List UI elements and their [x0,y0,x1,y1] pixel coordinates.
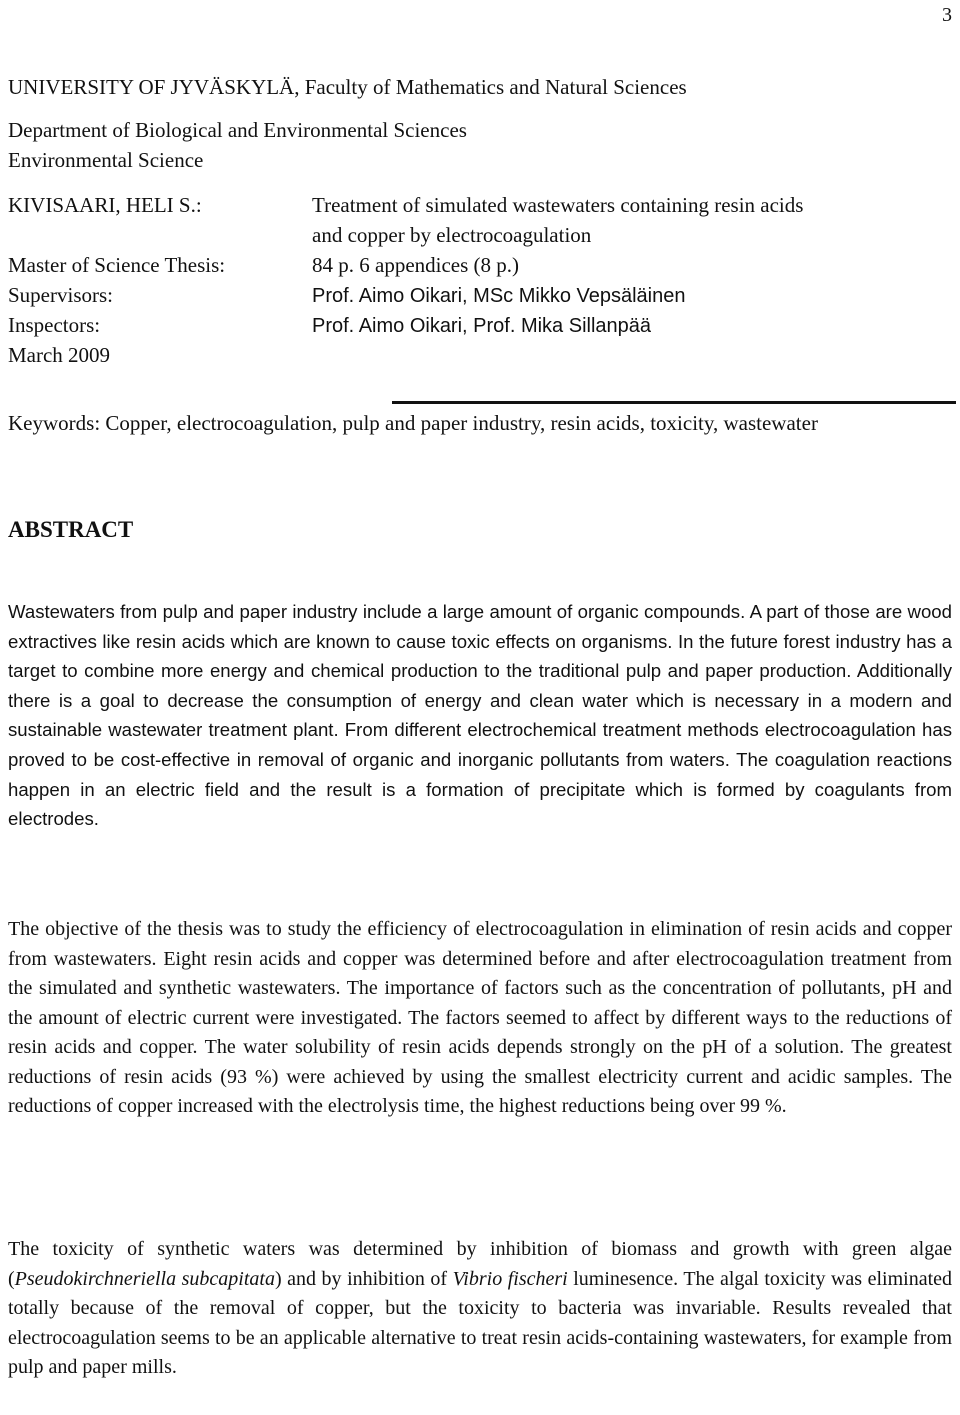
abstract-paragraph-3 [8,1235,952,1383]
p3-text-1: The toxicity of synthetic waters was determined by inhibition of biomass and growth with green algae ( [8,1238,952,1290]
supervisors-label: Supervisors: [8,283,113,307]
program-line: Environmental Science [8,148,204,172]
header-divider [392,401,956,404]
p3-text-2: ) and by inhibition of [274,1267,453,1290]
species-name-bacteria: Vibrio fischeri [452,1267,568,1290]
keywords: Keywords: Copper, electrocoagulation, pulp and paper industry, resin acids, toxicity, wastewater [8,411,818,435]
supervisors-value: Prof. Aimo Oikari, MSc Mikko Vepsäläinen [312,285,686,307]
thesis-title-line2: and copper by electrocoagulation [312,223,592,247]
page-number: 3 [942,4,952,26]
abstract-paragraph-2: The objective of the thesis was to study the efficiency of electrocoagulation in elimination of resin acids and copper from wastewaters. Eight resin acids and copper was determined before and after electrocoagulation treatment from the simulated and synthetic wastewaters. The importance of factors such as the concentration of pollutants, pH and the amount of electric current were investigated. The factors seemed to affect by different ways to the reductions of resin acids and copper. The water solubility of resin acids depends strongly on the pH of a solution. The greatest reductions of resin acids (93 %) were achieved by using the smallest electricity current and acidic samples. The reductions of copper increased with the electrolysis time, the highest reductions being over 99 %. [8,918,952,1117]
inspectors-value: Prof. Aimo Oikari, Prof. Mika Sillanpää [312,315,652,337]
department-line: Department of Biological and Environmental Sciences [8,118,467,142]
abstract-heading: ABSTRACT [8,517,134,542]
date-line: March 2009 [8,343,111,367]
species-name-algae: Pseudokirchneriella subcapitata [14,1267,275,1290]
thesis-label: Master of Science Thesis: [8,253,226,277]
abstract-paragraph-1: Wastewaters from pulp and paper industry include a large amount of organic compounds. A part of those are wood extractives like resin acids which are known to cause toxic effects on organisms. In the future forest industry has a target to combine more energy and chemical production to the traditional pulp and paper production. Additionally there is a goal to decrease the consumption of energy and clean water which is necessary in a modern and sustainable wastewater treatment plant. From different electrochemical treatment methods electrocoagulation has proved to be cost-effective in removal of organic and inorganic pollutants from waters. The coagulation reactions happen in an electric field and the result is a formation of precipitate which is formed by coagulants from electrodes. [8,601,952,830]
thesis-title-line1: Treatment of simulated wastewaters containing resin acids [312,193,804,217]
university-line: UNIVERSITY OF JYVÄSKYLÄ, Faculty of Mathematics and Natural Sciences [8,75,687,99]
p3-text-3: luminesence. The algal toxicity was eliminated totally because of the removal of copper, but the toxicity to bacteria was invariable. Results revealed that electrocoagulation seems to be an applicable alternative to treat resin acids-containing wastewaters, for example from pulp and paper mills. [8,1267,953,1378]
thesis-pages: 84 p. 6 appendices (8 p.) [312,253,520,277]
author-label: KIVISAARI, HELI S.: [8,193,202,217]
inspectors-label: Inspectors: [8,313,101,337]
